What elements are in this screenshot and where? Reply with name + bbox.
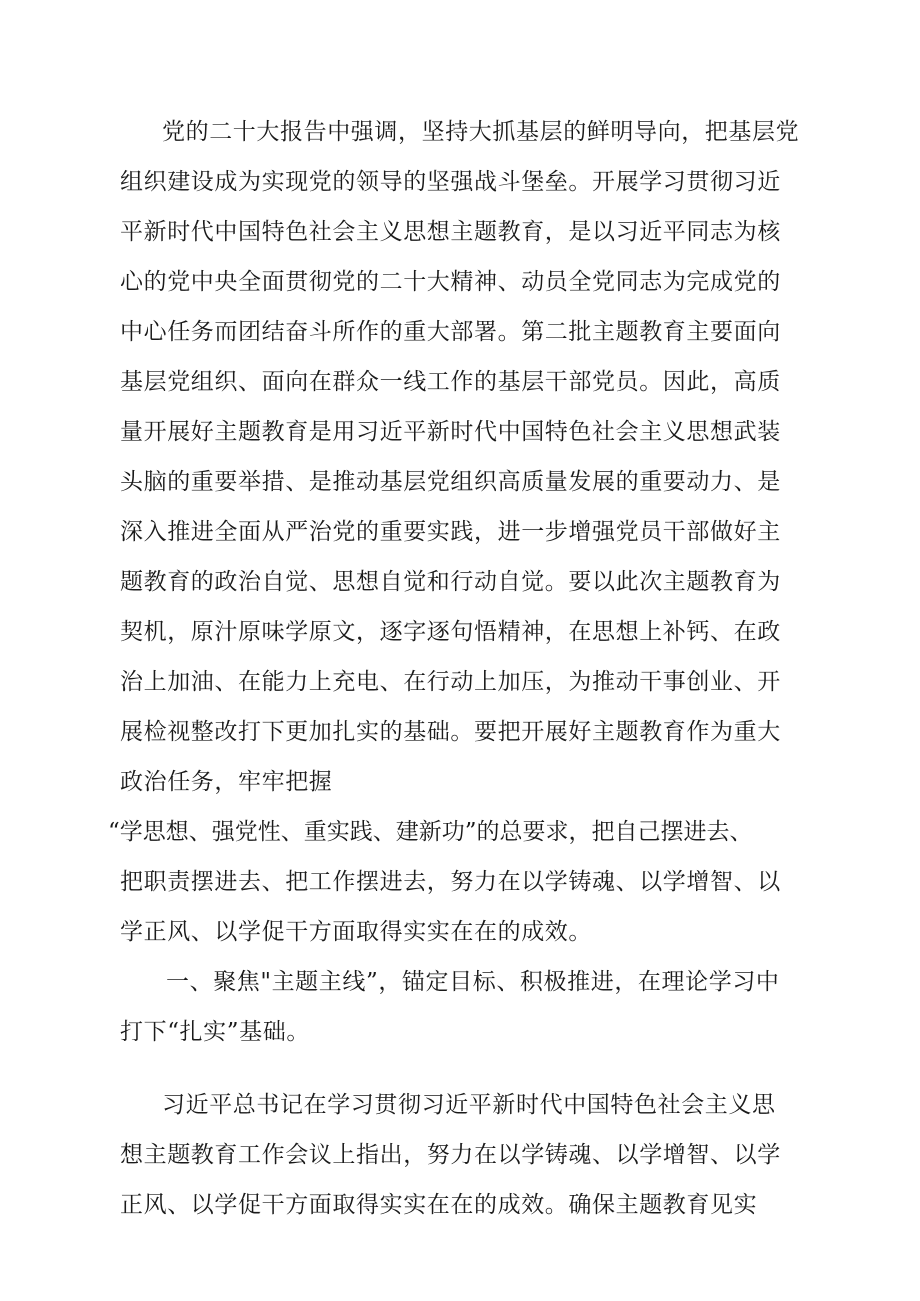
text-line: 量开展好主题教育是用习近平新时代中国特色社会主义思想武装 (120, 419, 781, 445)
heading-line: 一、聚焦"主题主线”，锚定目标、积极推进，在理论学习中 (166, 969, 780, 995)
text-line: 想主题教育工作会议上指出，努力在以学铸魂、以学增智、以学 (120, 1142, 781, 1168)
text-line: “学思想、强党性、重实践、建新功”的总要求，把自己摆进去、 (108, 819, 753, 845)
text-line: 党的二十大报告中强调，坚持大抓基层的鲜明导向，把基层党 (162, 119, 800, 145)
text-line: 深入推进全面从严治党的重要实践，进一步增强党员干部做好主 (120, 519, 781, 545)
text-line: 头脑的重要举措、是推动基层党组织高质量发展的重要动力、是 (120, 469, 781, 495)
text-line: 基层党组织、面向在群众一线工作的基层干部党员。因此，高质 (120, 369, 781, 395)
text-line: 习近平总书记在学习贯彻习近平新时代中国特色社会主义思 (162, 1092, 776, 1118)
text-line: 政治任务，牢牢把握 (120, 769, 333, 795)
text-line: 正风、以学促干方面取得实实在在的成效。确保主题教育见实 (120, 1192, 758, 1218)
text-line: 把职责摆进去、把工作摆进去，努力在以学铸魂、以学增智、以 (120, 869, 781, 895)
text-line: 题教育的政治自觉、思想自觉和行动自觉。要以此次主题教育为 (120, 569, 781, 595)
text-line: 展检视整改打下更加扎实的基础。要把开展好主题教育作为重大 (120, 719, 781, 745)
text-line: 平新时代中国特色社会主义思想主题教育，是以习近平同志为核 (120, 219, 781, 245)
heading-line: 打下“扎实”基础。 (120, 1019, 310, 1045)
text-line: 学正风、以学促干方面取得实实在在的成效。 (120, 919, 592, 945)
text-line: 心的党中央全面贯彻党的二十大精神、动员全党同志为完成党的 (120, 269, 781, 295)
text-line: 组织建设成为实现党的领导的坚强战斗堡垒。开展学习贯彻习近 (120, 169, 781, 195)
text-line: 中心任务而团结奋斗所作的重大部署。第二批主题教育主要面向 (120, 319, 781, 345)
text-line: 契机，原汁原味学原文，逐字逐句悟精神，在思想上补钙、在政 (120, 619, 781, 645)
text-line: 治上加油、在能力上充电、在行动上加压，为推动干事创业、开 (120, 669, 781, 695)
